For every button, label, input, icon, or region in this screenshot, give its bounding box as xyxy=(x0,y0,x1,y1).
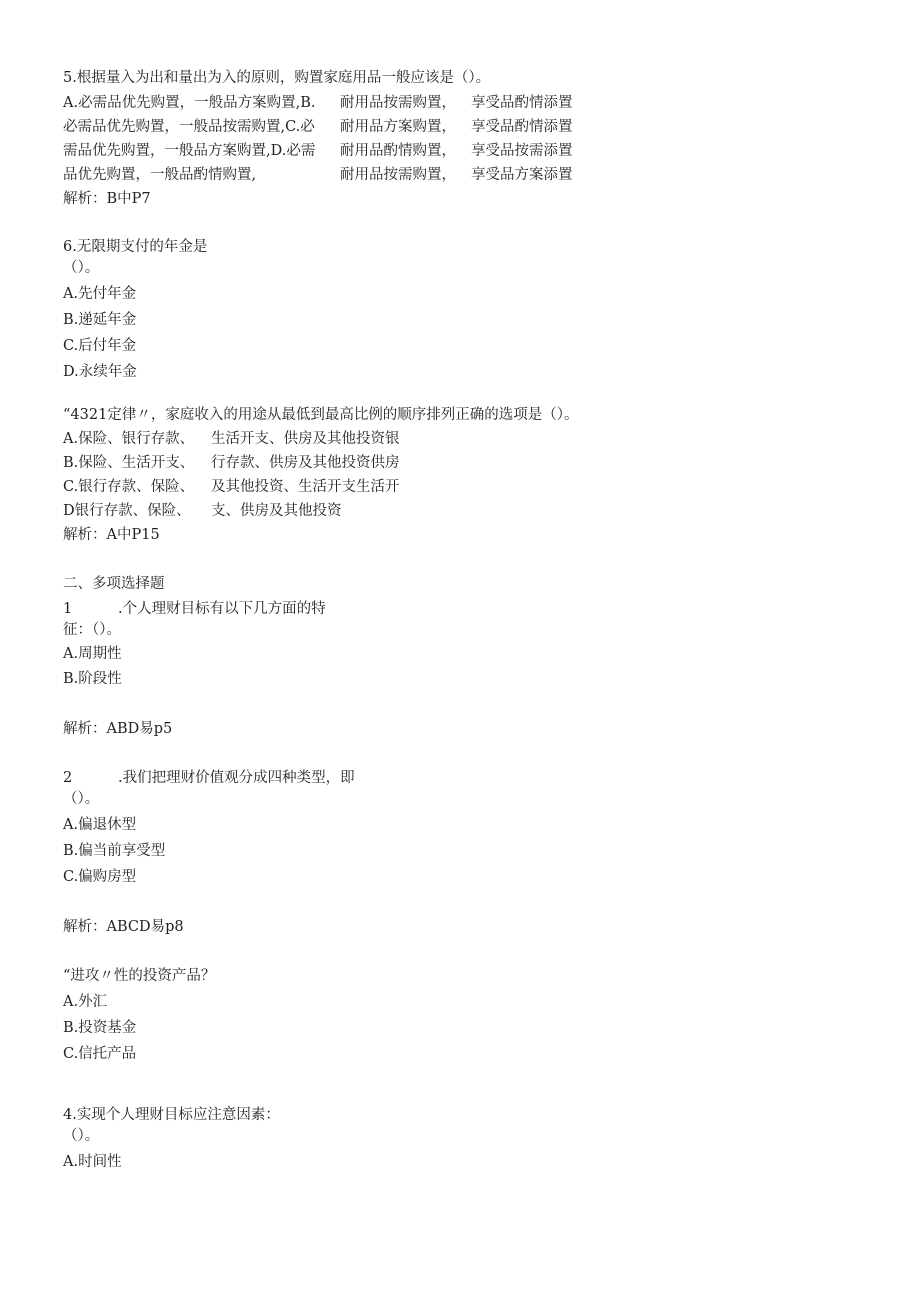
q5-row4-col3: 享受品方案添置 xyxy=(471,167,573,183)
m1-option-b: B.阶段性 xyxy=(63,671,122,687)
q5-row4-col2: 耐用品按需购置， xyxy=(340,167,456,183)
q7-row3-col1: C.银行存款、保险、 xyxy=(63,479,195,495)
q7-row4-col1: D银行存款、保险、 xyxy=(63,503,191,519)
m1-stem-cont: 征：（）。 xyxy=(63,622,121,638)
q7-row1-col1: A.保险、银行存款、 xyxy=(63,431,195,447)
q5-row2-col3: 享受品酌情添置 xyxy=(471,119,573,135)
q5-row2-col1: 必需品优先购置，一般品按需购置,C.必 xyxy=(63,119,315,135)
m4-paren: （）。 xyxy=(63,1128,100,1144)
m2-stem: .我们把理财价值观分成四种类型，即 xyxy=(118,770,355,786)
q5-row3-col3: 享受品按需添置 xyxy=(471,143,573,159)
m1-number: 1 xyxy=(63,601,73,617)
m2-paren: （）。 xyxy=(63,791,100,807)
q5-stem: 5.根据量入为出和量出为入的原则，购置家庭用品一般应该是（）。 xyxy=(63,70,491,86)
q5-row4-col1: 品优先购置，一般品酌情购置, xyxy=(63,167,257,183)
q5-row1-col2: 耐用品按需购置， xyxy=(340,95,456,111)
q7-analysis: 解析：A中P15 xyxy=(63,527,160,543)
q7-row2-col2: 行存款、供房及其他投资供房 xyxy=(211,455,400,471)
q7-row1-col2: 生活开支、供房及其他投资银 xyxy=(211,431,400,447)
m4-stem: 4.实现个人理财目标应注意因素： xyxy=(63,1107,280,1123)
m2-number: 2 xyxy=(63,770,73,786)
m1-analysis: 解析：ABD易p5 xyxy=(63,721,173,737)
q6-stem: 6.无限期支付的年金是 xyxy=(63,239,208,255)
q6-option-b: B.递延年金 xyxy=(63,312,137,328)
m2-option-c: C.偏购房型 xyxy=(63,869,137,885)
section-title: 二、多项选择题 xyxy=(63,576,165,592)
q7-row2-col1: B.保险、生活开支、 xyxy=(63,455,195,471)
q7-row3-col2: 及其他投资、生活开支生活开 xyxy=(211,479,400,495)
q5-analysis: 解析：B中P7 xyxy=(63,191,151,207)
q5-row2-col2: 耐用品方案购置， xyxy=(340,119,456,135)
m3-option-b: B.投资基金 xyxy=(63,1020,137,1036)
q7-row4-col2: 支、供房及其他投资 xyxy=(211,503,342,519)
q5-row3-col2: 耐用品酌情购置， xyxy=(340,143,456,159)
m2-option-b: B.偏当前享受型 xyxy=(63,843,166,859)
m1-stem: .个人理财目标有以下几方面的特 xyxy=(118,601,326,617)
q6-paren: （）。 xyxy=(63,260,100,276)
q5-row1-col1: A.必需品优先购置，一般品方案购置,B. xyxy=(63,95,316,111)
q5-row3-col1: 需品优先购置，一般品方案购置,D.必需 xyxy=(63,143,316,159)
q6-option-a: A.先付年金 xyxy=(63,286,137,302)
m1-option-a: A.周期性 xyxy=(63,646,122,662)
q7-stem: “4321定律〃，家庭收入的用途从最低到最高比例的顺序排列正确的选项是（）。 xyxy=(63,407,579,423)
m3-option-c: C.信托产品 xyxy=(63,1046,137,1062)
q6-option-d: D.永续年金 xyxy=(63,364,137,380)
m4-option-a: A.时间性 xyxy=(63,1154,122,1170)
m2-option-a: A.偏退休型 xyxy=(63,817,137,833)
m3-option-a: A.外汇 xyxy=(63,994,108,1010)
q6-option-c: C.后付年金 xyxy=(63,338,137,354)
m2-analysis: 解析：ABCD易p8 xyxy=(63,919,184,935)
q5-row1-col3: 享受品酌情添置 xyxy=(471,95,573,111)
m3-stem: “进攻〃性的投资产品？ xyxy=(63,968,216,984)
